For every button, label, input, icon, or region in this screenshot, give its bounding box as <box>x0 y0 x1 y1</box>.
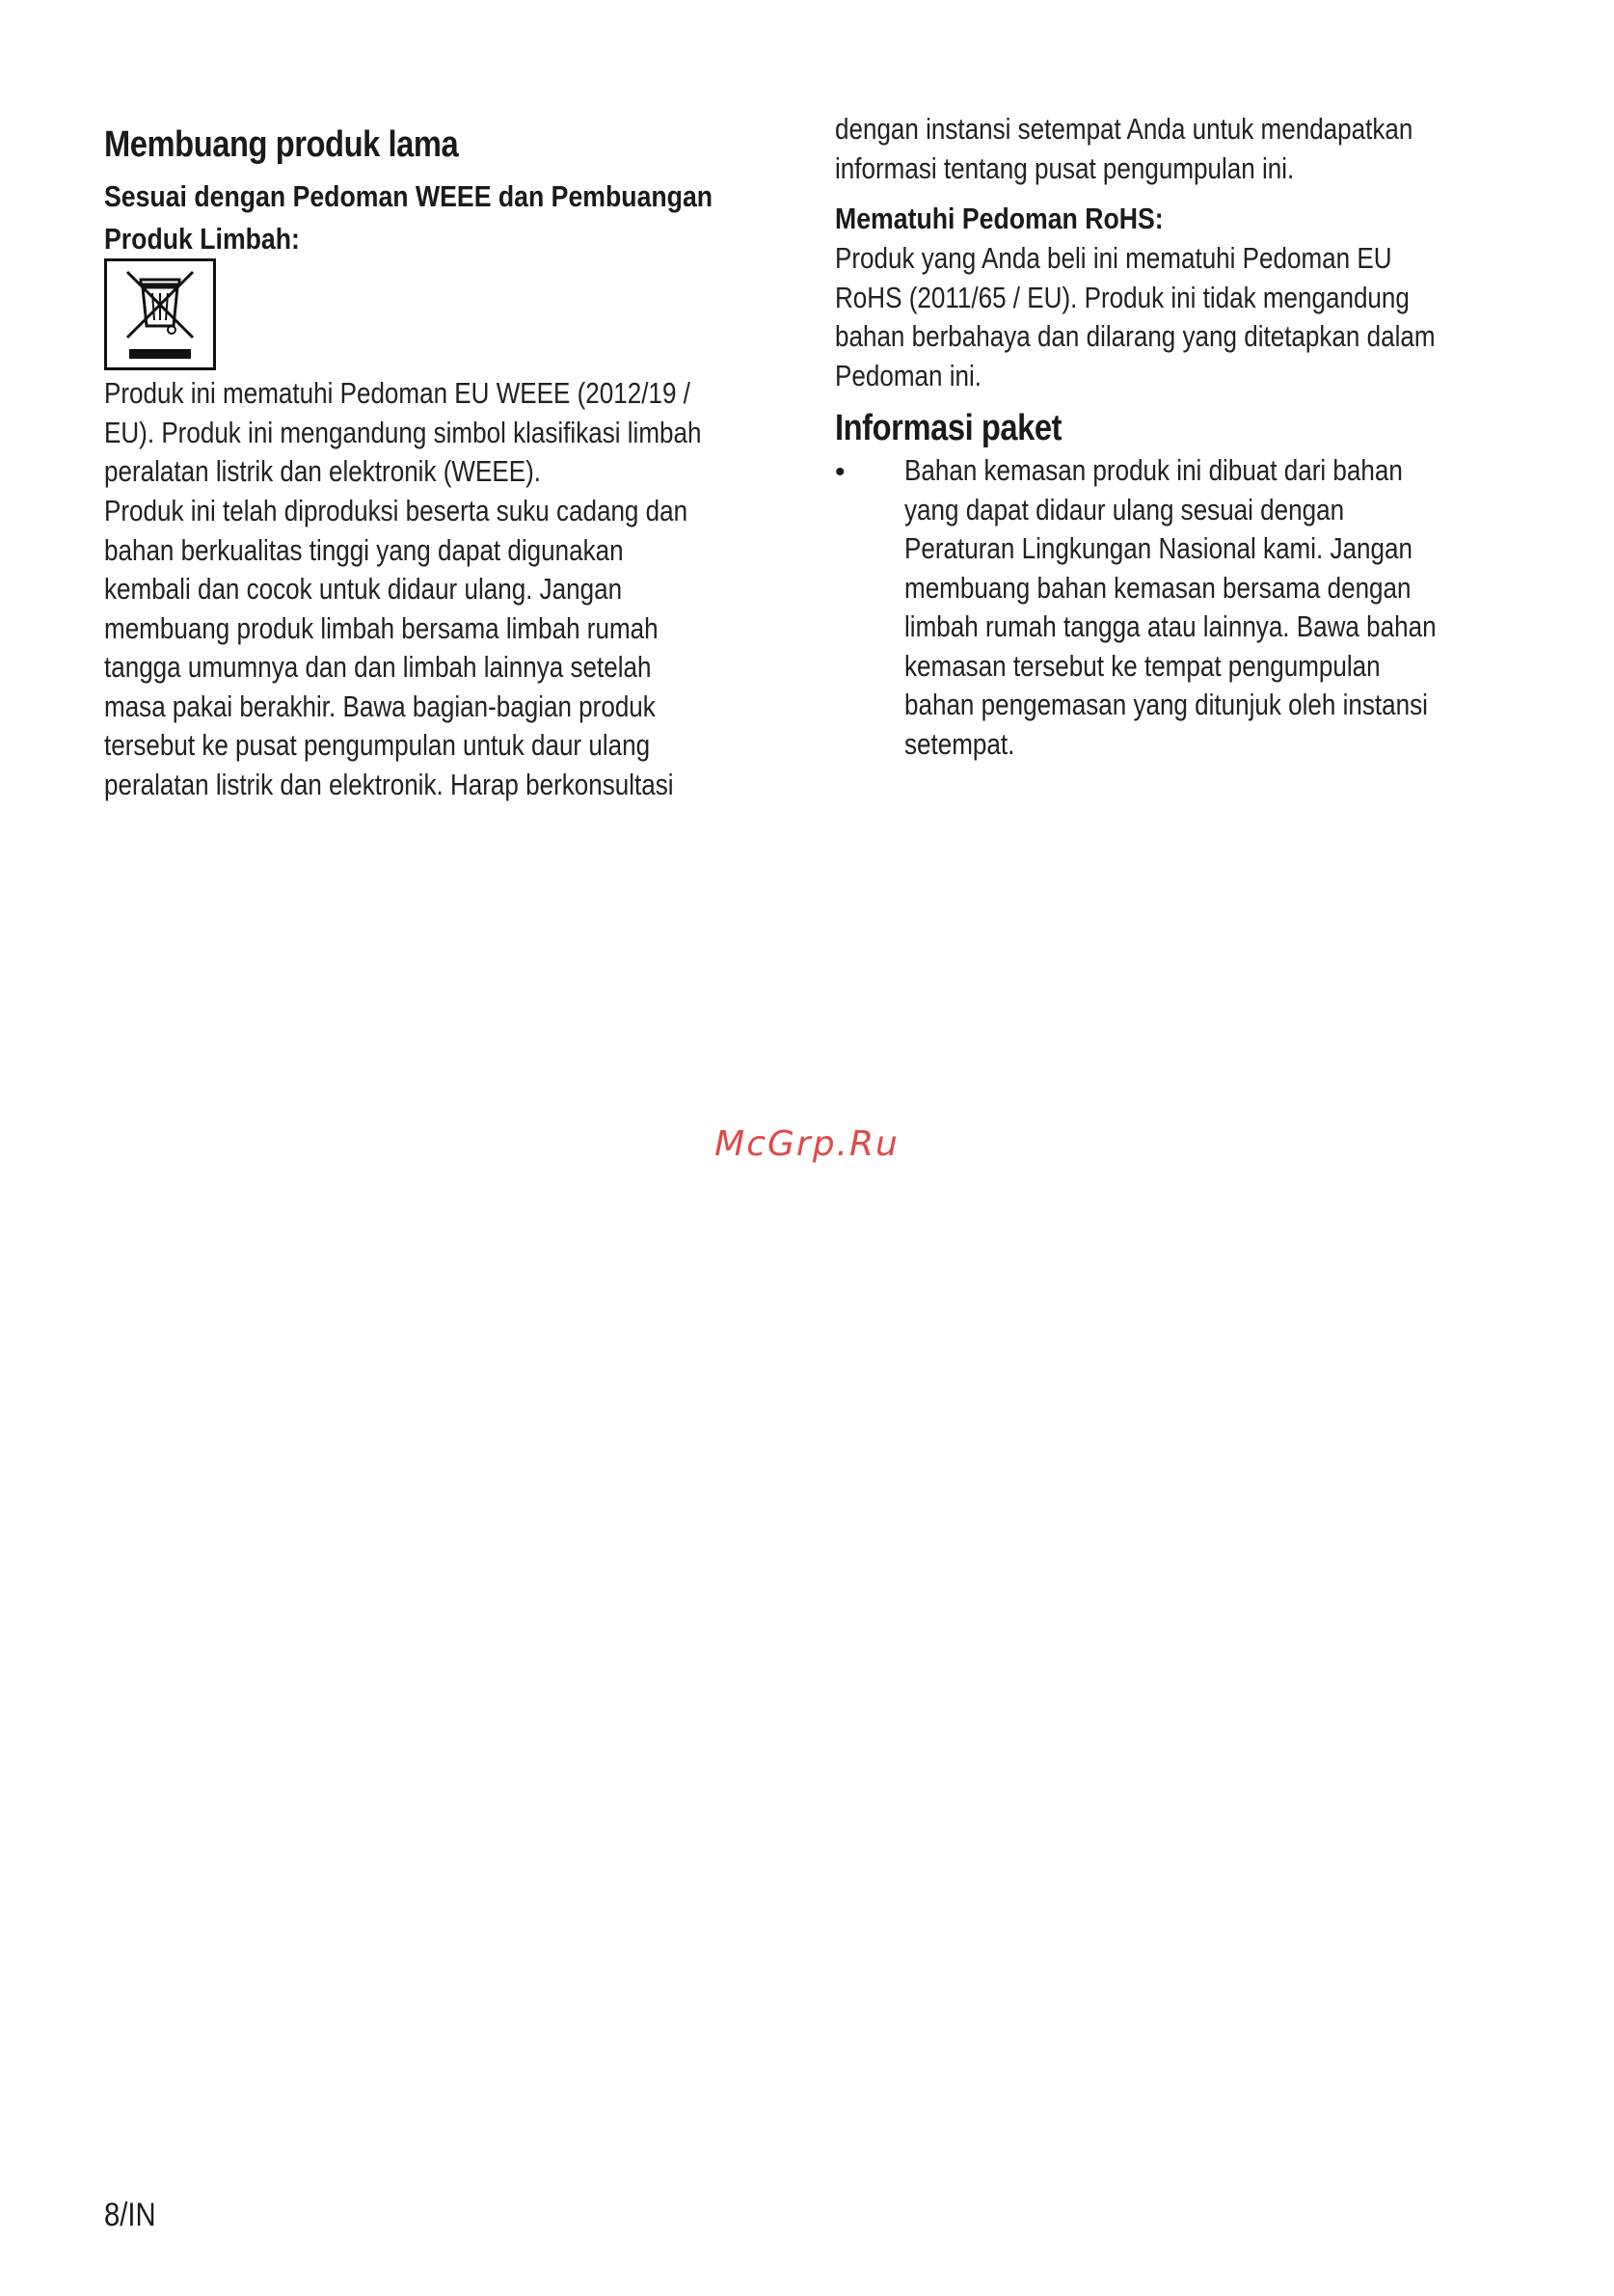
weee-subtitle: Sesuai dengan Pedoman WEEE dan Pembuangan Produk Limbah: <box>104 179 713 256</box>
watermark-text: McGrp.Ru <box>714 1124 900 1164</box>
recycling-paragraph: Produk ini telah diproduksi beserta suku cadang dan bahan berkualitas tinggi yang dapat digunakan kembali dan cocok untuk didaur ulang. Jangan membuang produk limbah bersama limbah rumah tangga umumnya dan dan limbah lainnya setelah masa pakai berakhir. Bawa bagian-bagian produk tersebut ke pusat pengumpulan untuk daur ulang peralatan listrik dan elektronik. Harap berkonsultasi <box>104 494 688 801</box>
recycling-paragraph-continued: dengan instansi setempat Anda untuk mendapatkan informasi tentang pusat pengumpulan ini. <box>835 112 1413 185</box>
page-number: 8/IN <box>104 2197 156 2233</box>
package-bullet-text: Bahan kemasan produk ini dibuat dari bahan yang dapat didaur ulang sesuai dengan Peraturan Lingkungan Nasional kami. Jangan membuang bahan kemasan bersama dengan limbah rumah tangga atau lainnya. Bawa bahan kemasan tersebut ke tempat pengumpulan bahan pengemasan yang ditunjuk oleh instansi setempat. <box>904 453 1437 761</box>
bullet-marker: • <box>835 456 846 488</box>
rohs-paragraph: Produk yang Anda beli ini mematuhi Pedoman EU RoHS (2011/65 / EU). Produk ini tidak mengandung bahan berbahaya dan dilarang yang ditetapkan dalam Pedoman ini. <box>835 241 1436 392</box>
weee-bin-icon <box>104 258 216 370</box>
section-title-package-info: Informasi paket <box>835 408 1063 448</box>
section-title-old-product: Membuang produk lama <box>104 124 459 165</box>
weee-compliance-paragraph: Produk ini mematuhi Pedoman EU WEEE (2012/19 / EU). Produk ini mengandung simbol klasifikasi limbah peralatan listrik dan elektronik (WEEE). <box>104 376 702 488</box>
rohs-heading: Mematuhi Pedoman RoHS: <box>835 202 1164 235</box>
